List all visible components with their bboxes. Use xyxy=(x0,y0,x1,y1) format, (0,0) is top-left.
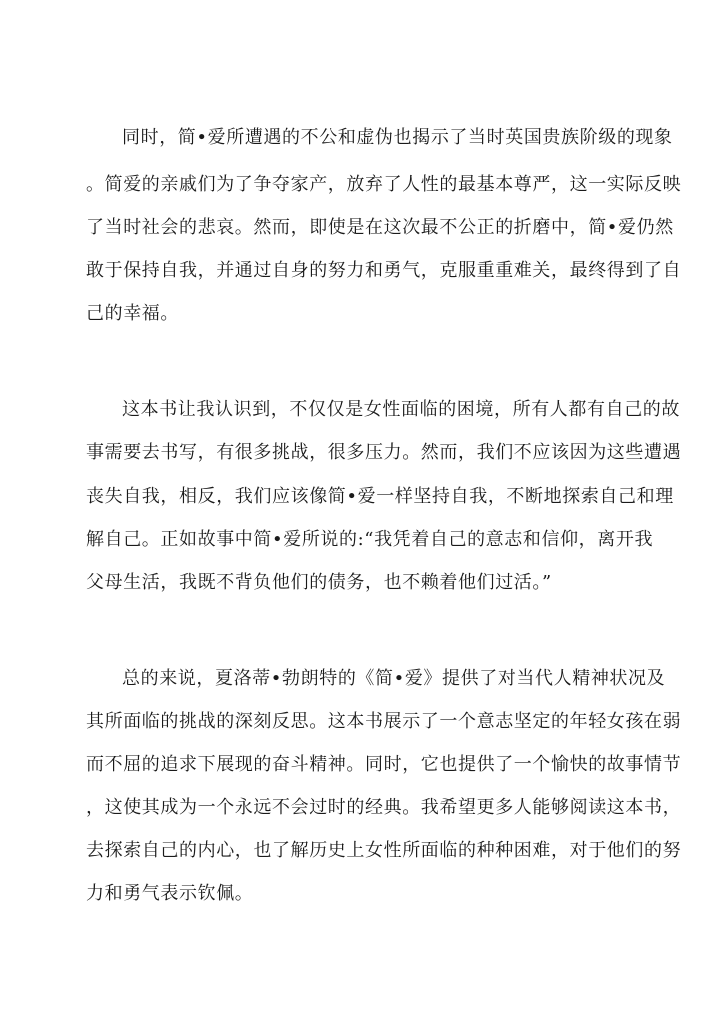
paragraph-line: 同时，简•爱所遭遇的不公和虚伪也揭示了当时英国贵族阶级的现象 xyxy=(122,127,673,148)
paragraph-line: 事需要去书写，有很多挑战，很多压力。然而，我们不应该因为这些遭遇 xyxy=(86,442,682,463)
paragraph-line: 了当时社会的悲哀。然而，即使是在这次最不公正的折磨中，简•爱仍然 xyxy=(86,217,674,238)
paragraph-line: 敢于保持自我，并通过自身的努力和勇气，克服重重难关，最终得到了自 xyxy=(86,260,682,281)
paragraph-line: 父母生活，我既不背负他们的债务，也不赖着他们过活。” xyxy=(86,572,552,593)
paragraph-line: 其所面临的挑战的深刻反思。这本书展示了一个意志坚定的年轻女孩在弱 xyxy=(86,711,682,732)
paragraph-line: ，这使其成为一个永远不会过时的经典。我希望更多人能够阅读这本书， xyxy=(86,797,682,818)
paragraph-line: 。简爱的亲戚们为了争夺家产，放弃了人性的最基本尊严，这一实际反映 xyxy=(86,174,682,195)
paragraph-line: 而不屈的追求下展现的奋斗精神。同时，它也提供了一个愉快的故事情节 xyxy=(86,754,682,775)
paragraph-line: 解自己。正如故事中简•爱所说的:“我凭着自己的意志和信仰，离开我 xyxy=(86,529,654,550)
paragraph-line: 这本书让我认识到，不仅仅是女性面临的困境，所有人都有自己的故 xyxy=(122,399,680,420)
paragraph-line: 力和勇气表示钦佩。 xyxy=(86,883,254,904)
paragraph-line: 丧失自我，相反，我们应该像简•爱一样坚持自我，不断地探索自己和理 xyxy=(86,486,674,507)
paragraph-line: 总的来说，夏洛蒂•勃朗特的《简•爱》提供了对当代人精神状况及 xyxy=(122,668,666,689)
paragraph-line: 去探索自己的内心，也了解历史上女性所面临的种种困难，对于他们的努 xyxy=(86,840,682,861)
paragraph-line: 己的幸福。 xyxy=(86,303,179,324)
